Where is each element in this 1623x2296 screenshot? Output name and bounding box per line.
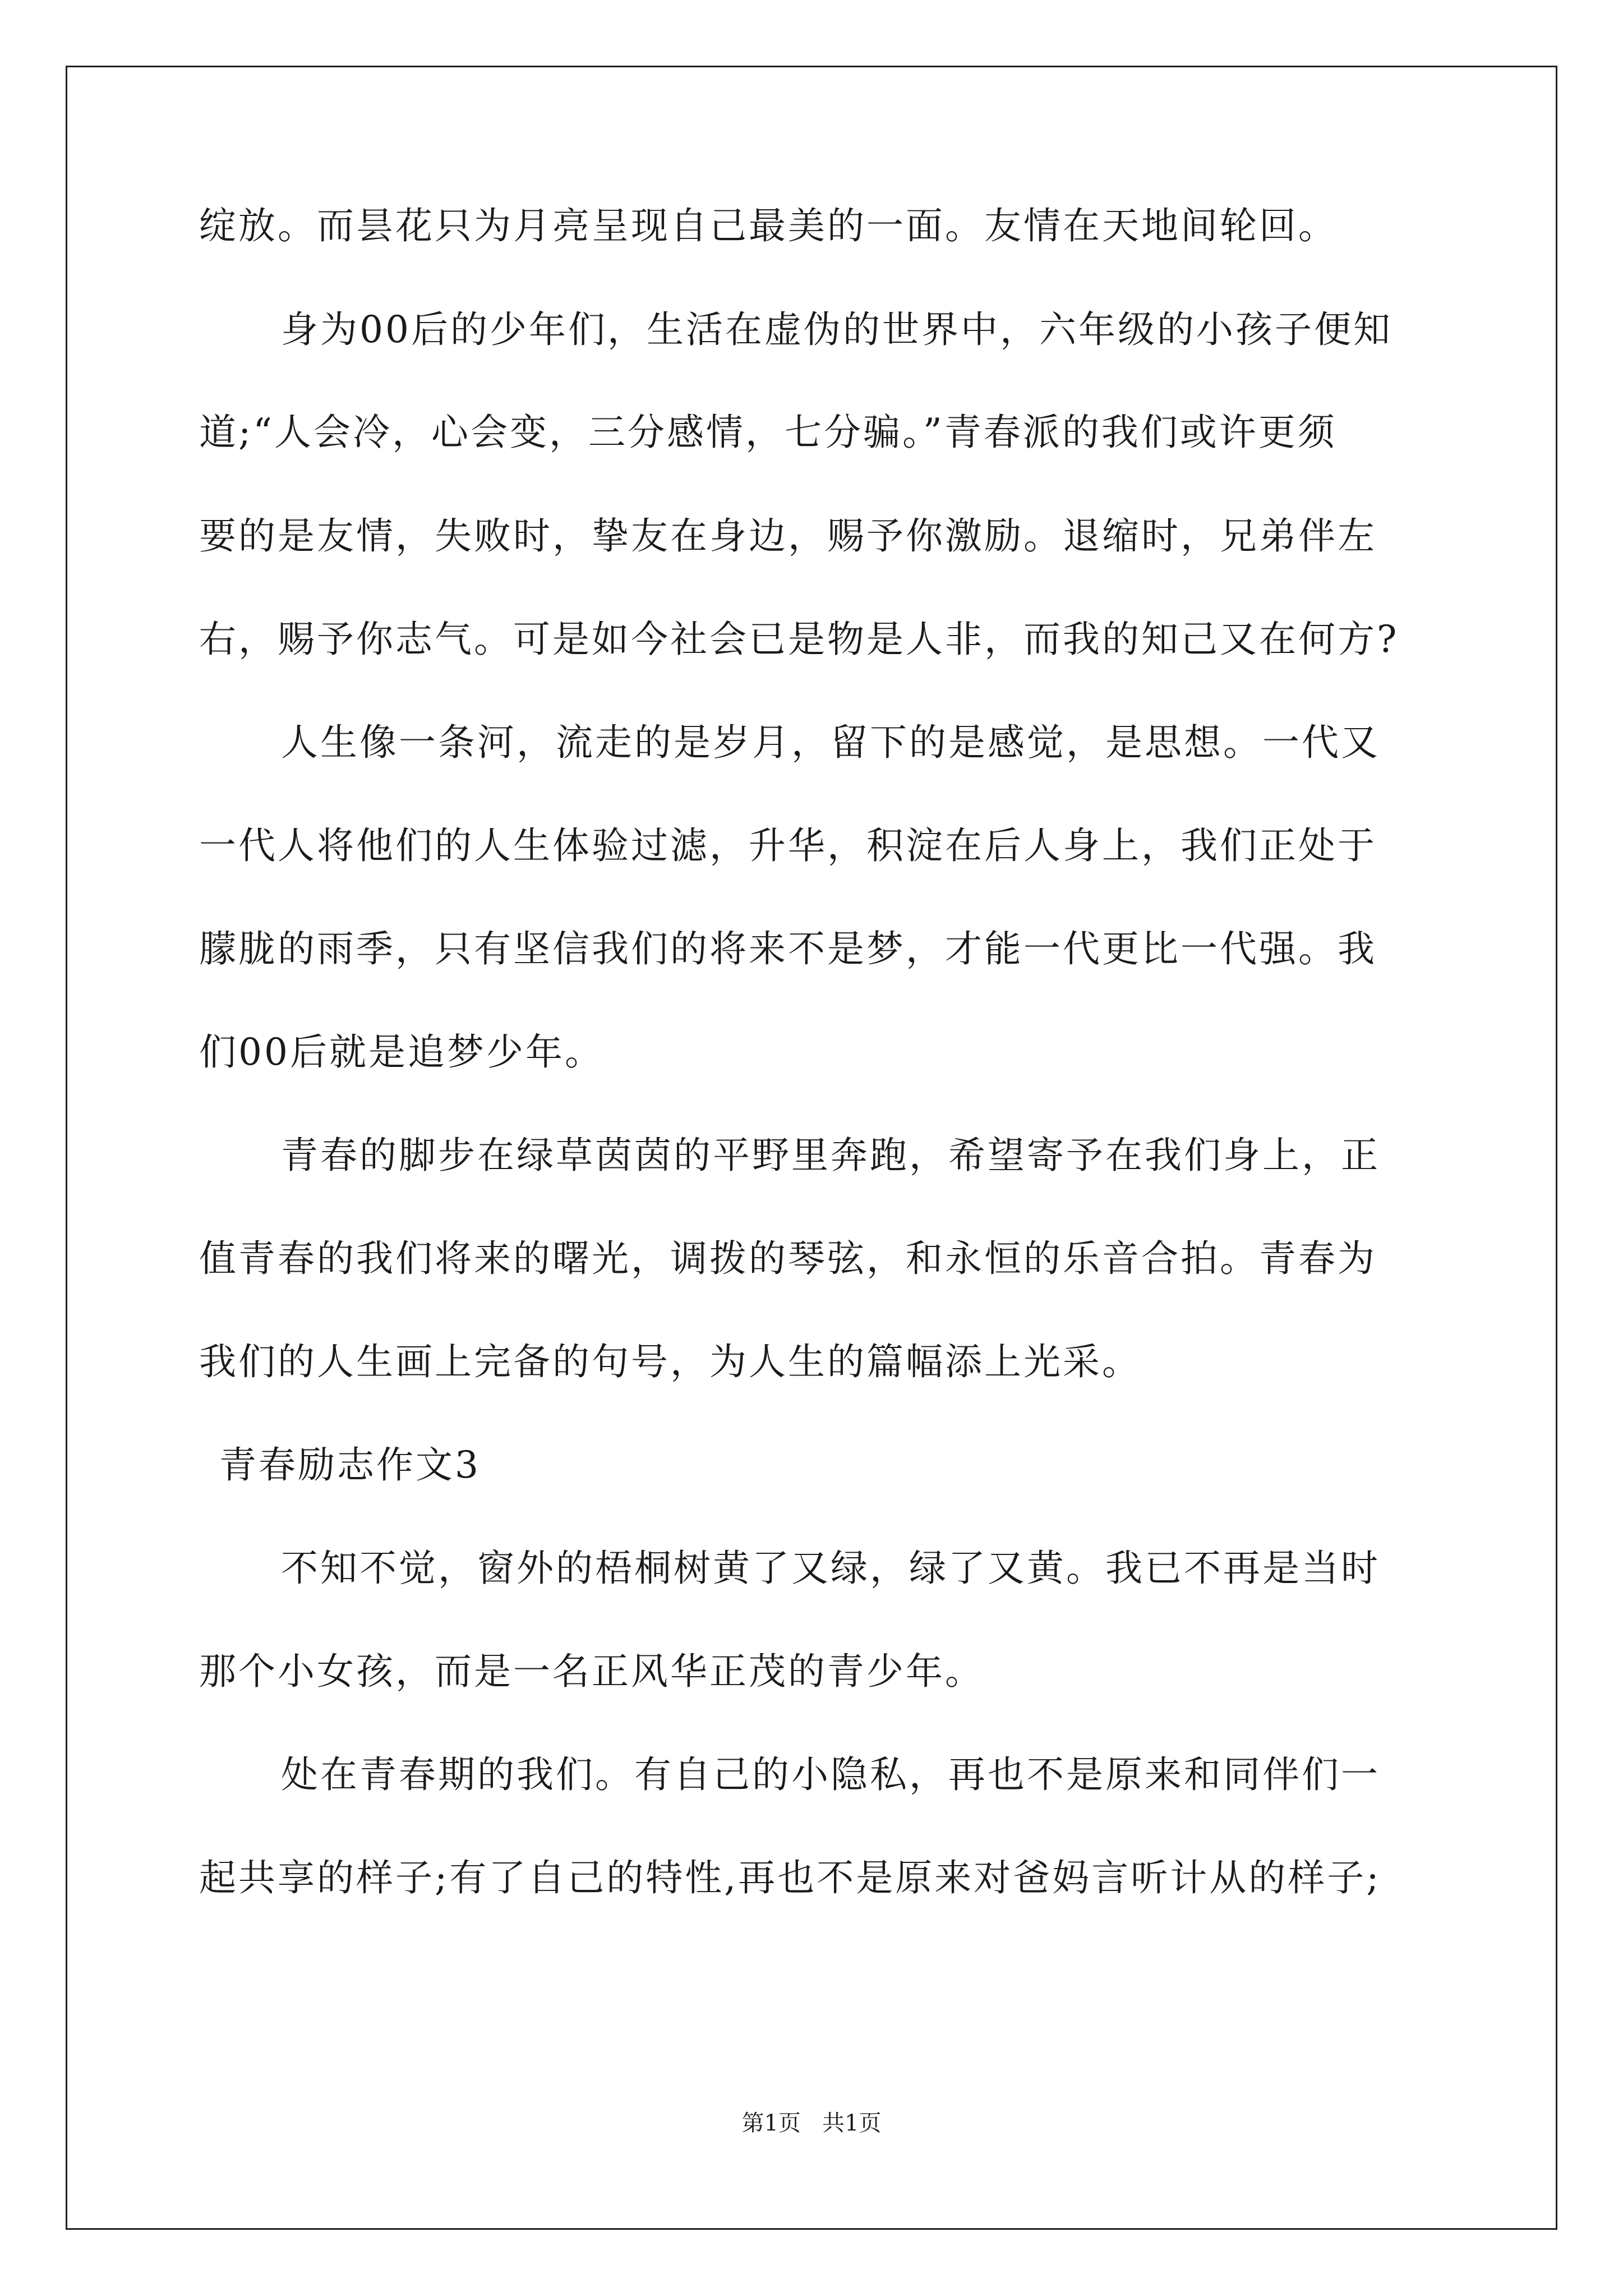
text-line: 们00后就是追梦少年。: [199, 1030, 604, 1074]
text-line: 绽放。而昙花只为月亮呈现自己最美的一面。友情在天地间轮回。: [199, 204, 1338, 247]
text-line: 道;“人会冷，心会变，三分感情，七分骗。”青春派的我们或许更须: [199, 411, 1337, 454]
paragraph-first-line: 身为00后的少年们，生活在虚伪的世界中，六年级的小孩子便知: [281, 308, 1393, 351]
text-line: 那个小女孩，而是一名正风华正茂的青少年。: [199, 1650, 984, 1693]
paragraph-first-line: 青春的脚步在绿草茵茵的平野里奔跑，希望寄予在我们身上，正: [281, 1134, 1380, 1177]
text-line: 右，赐予你志气。可是如今社会已是物是人非，而我的知己又在何方?: [199, 618, 1399, 661]
text-line: 起共享的样子;有了自己的特性,再也不是原来对爸妈言听计从的样子;: [199, 1856, 1381, 1899]
paragraph-first-line: 不知不觉，窗外的梧桐树黄了又绿，绿了又黄。我已不再是当时: [281, 1547, 1380, 1590]
page-number-footer: 第1页 共1页: [741, 2110, 882, 2136]
text-line: 我们的人生画上完备的句号，为人生的篇幅添上光采。: [199, 1340, 1141, 1383]
section-heading: 青春励志作文3: [219, 1443, 481, 1487]
text-line: 朦胧的雨季，只有坚信我们的将来不是梦，才能一代更比一代强。我: [199, 927, 1377, 970]
text-line: 一代人将他们的人生体验过滤，升华，积淀在后人身上，我们正处于: [199, 824, 1377, 867]
text-line: 要的是友情，失败时，挚友在身边，赐予你激励。退缩时，兄弟伴左: [199, 514, 1377, 558]
paragraph-first-line: 人生像一条河，流走的是岁月，留下的是感觉，是思想。一代又: [281, 721, 1380, 764]
text-line: 值青春的我们将来的曙光，调拨的琴弦，和永恒的乐音合拍。青春为: [199, 1237, 1377, 1280]
paragraph-first-line: 处在青春期的我们。有自己的小隐私，再也不是原来和同伴们一: [281, 1753, 1380, 1796]
